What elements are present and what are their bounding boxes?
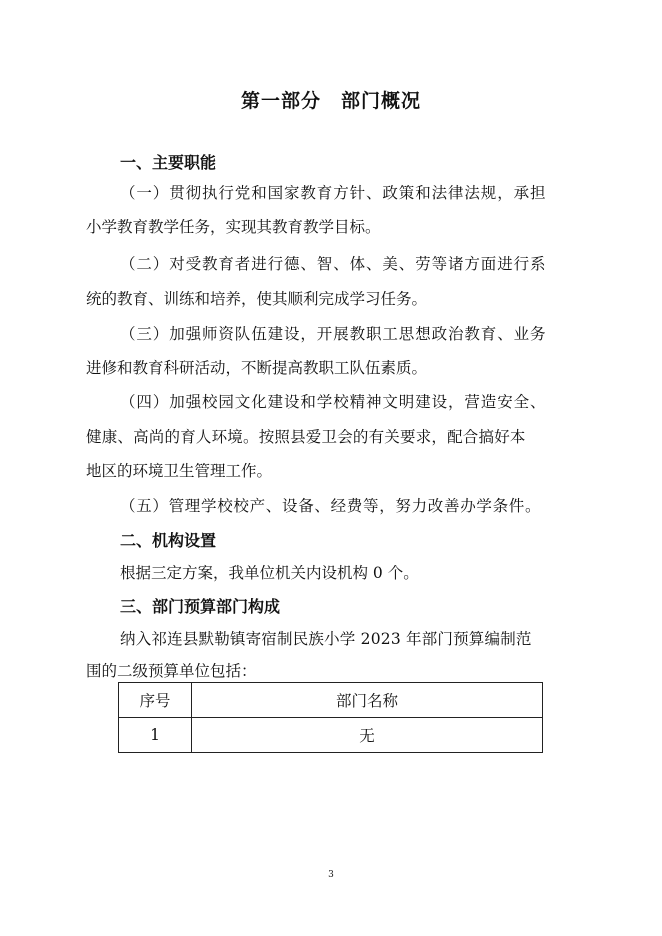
section-heading-organization: 二、机构设置 — [120, 531, 217, 550]
paragraph-line: 进修和教育科研活动，不断提高教职工队伍素质。 — [86, 359, 428, 377]
table-header-cell: 序号 — [119, 683, 192, 718]
paragraph-line: （二）对受教育者进行德、智、体、美、劳等诸方面进行系 — [120, 255, 547, 273]
page-number: 3 — [328, 870, 334, 880]
paragraph-line: 围的二级预算单位包括： — [86, 662, 257, 680]
paragraph-line: （五）管理学校校产、设备、经费等，努力改善办学条件。 — [120, 497, 542, 515]
paragraph-line: 健康、高尚的育人环境。按照县爱卫会的有关要求，配合搞好本 — [86, 428, 526, 446]
budget-units-table — [118, 682, 543, 753]
paragraph-line: （三）加强师资队伍建设，开展教职工思想政治教育、业务 — [120, 325, 547, 343]
table-row — [119, 718, 543, 753]
paragraph-line: 根据三定方案，我单位机关内设机构 0 个。 — [120, 564, 419, 582]
section-heading-functions: 一、主要职能 — [120, 153, 217, 172]
paragraph-line: （一）贯彻执行党和国家教育方针、政策和法律法规，承担 — [120, 184, 547, 202]
table-header-row — [119, 683, 543, 718]
paragraph-line: 地区的环境卫生管理工作。 — [86, 462, 273, 480]
table-header-cell: 部门名称 — [192, 683, 543, 718]
paragraph-line: （四）加强校园文化建设和学校精神文明建设，营造安全、 — [120, 393, 547, 411]
page-title: 第一部分 部门概况 — [240, 90, 421, 112]
table-cell: 无 — [192, 718, 543, 753]
paragraph-line: 纳入祁连县默勒镇寄宿制民族小学 2023 年部门预算编制范 — [120, 630, 532, 648]
paragraph-line: 小学教育教学任务，实现其教育教学目标。 — [86, 218, 381, 236]
table-cell: 1 — [119, 718, 192, 753]
paragraph-line: 统的教育、训练和培养，使其顺利完成学习任务。 — [86, 290, 428, 308]
section-heading-composition: 三、部门预算部门构成 — [120, 597, 281, 616]
